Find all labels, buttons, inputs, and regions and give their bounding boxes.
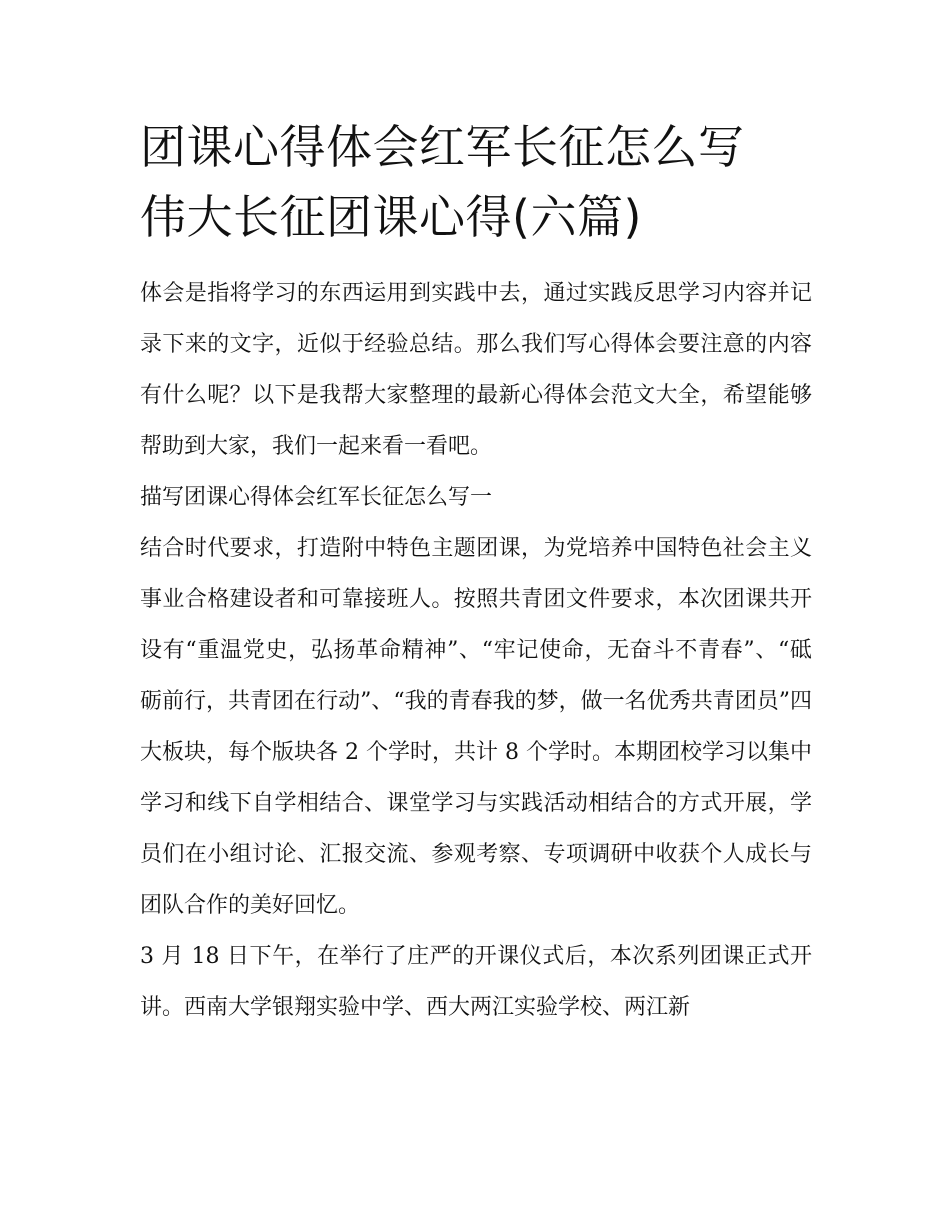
title-line-2: 伟大长征团课心得(六篇): [140, 190, 642, 244]
intro-paragraph: 体会是指将学习的东西运用到实践中去，通过实践反思学习内容并记录下来的文字，近似于经验总结。那么我们写心得体会要注意的内容有什么呢？以下是我帮大家整理的最新心得体会范文大全，希望能够帮助到大家，我们一起来看一看吧。: [140, 281, 812, 459]
section-heading: 描写团课心得体会红军长征怎么写一: [140, 485, 493, 510]
document-title: [140, 112, 812, 252]
body-paragraph-1: 结合时代要求，打造附中特色主题团课，为党培养中国特色社会主义事业合格建设者和可靠接班人。按照共青团文件要求，本次团课共开设有“重温党史，弘扬革命精神”、“牢记使命，无奋斗不青春”、“砥砺前行，共青团在行动”、“我的青春我的梦，做一名优秀共青团员”四大板块，每个版块各 2 个学时，共计 8 个学时。本期团校学习以集中学习和线下自学相结合、课堂学习与实践活动相结合的方式开展，学员们在小组讨论、汇报交流、参观考察、专项调研中收获个人成长与团队合作的美好回忆。: [140, 536, 812, 918]
document-page: [140, 112, 812, 1033]
document-body: [140, 268, 812, 1033]
title-line-1: 团课心得体会红军长征怎么写: [140, 120, 745, 174]
body-paragraph-2: 3 月 18 日下午，在举行了庄严的开课仪式后，本次系列团课正式开讲。西南大学银翔实验中学、西大两江实验学校、两江新: [140, 944, 812, 1020]
